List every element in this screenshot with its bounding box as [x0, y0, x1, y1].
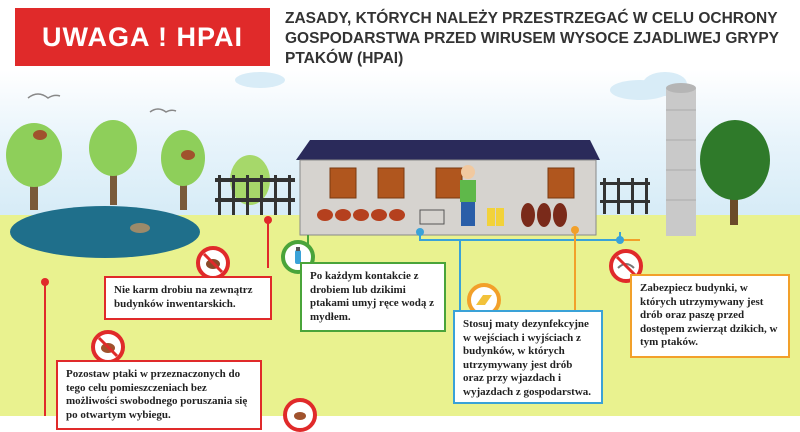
bird-restriction-icon — [283, 398, 317, 432]
pond-icon — [10, 206, 200, 258]
no-feeding-icon — [196, 246, 230, 280]
card-disinfection-mats-text: Stosuj maty dezynfekcyjne w wejściach i wyjściach z budynków, w których utrzymywany jest drób oraz przy wjazdach i wyjazdach z gospodarstwa. — [463, 318, 592, 398]
flying-birds-icon — [28, 94, 176, 112]
card-keep-inside — [56, 360, 262, 430]
card-wash-hands-text: Po każdym kontakcie z drobiem lub dzikimi ptakami umyj ręce wodą z mydłem. — [310, 270, 435, 323]
card-no-feeding — [104, 276, 272, 320]
warning-banner-text: UWAGA ! HPAI — [42, 21, 243, 52]
fence-right-icon — [600, 178, 650, 214]
card-no-feeding-text: Nie karm drobiu na zewnątrz budynków inwentarskich. — [114, 284, 253, 310]
keep-inside-icon — [91, 330, 125, 364]
card-wash-hands — [300, 262, 446, 332]
tree-right-icon — [700, 120, 770, 225]
barn-icon — [296, 140, 600, 235]
card-keep-inside-text: Pozostaw ptaki w przeznaczonych do tego celu pomieszczeniach bez możliwości swobodnego poruszania się po otwartym wybiegu. — [66, 368, 248, 421]
card-secure-buildings-text: Zabezpiecz budynki, w których utrzymywany jest drób oraz paszę przed dostępem zwierząt dzikich, w tym ptaków. — [640, 282, 778, 348]
silo-icon — [666, 83, 696, 236]
card-disinfection-mats — [453, 310, 603, 404]
clouds — [235, 72, 687, 100]
page-title: ZASADY, KTÓRYCH NALEŻY PRZESTRZEGAĆ W CELU OCHRONY GOSPODARSTWA PRZED WIRUSEM WYSOCE ZJADLIWEJ GRYPY PTAKÓW (HPAI) — [285, 10, 779, 67]
card-secure-buildings — [630, 274, 790, 358]
